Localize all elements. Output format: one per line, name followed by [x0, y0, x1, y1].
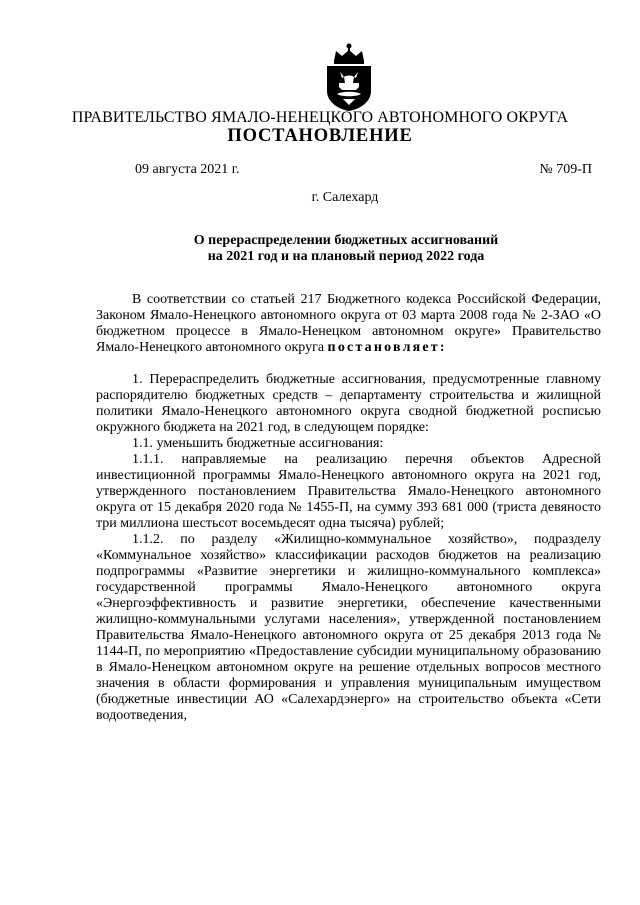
resolves-word: постановляет:: [327, 340, 447, 355]
coat-of-arms-emblem: [322, 42, 376, 112]
clause-1: 1. Перераспределить бюджетные ассигнования, предусмотренные главному распорядителю бюджетных средств – департаменту строительства и жилищной политики Ямало-Ненецкого автономного округа сводной бюджетной росписью окружного бюджета на 2021 год, в следующем порядке:: [96, 372, 601, 435]
preamble-paragraph: [96, 292, 601, 356]
document-city: г. Салехард: [311, 190, 379, 205]
document-type: ПОСТАНОВЛЕНИЕ: [227, 126, 413, 146]
preamble-text: В соответствии со статьей 217 Бюджетного кодекса Российской Федерации, Законом Ямало-Ненецкого автономного округа от 03 марта 2008 года № 2-ЗАО «О бюджетном процессе в Ямало-Ненецком автономном округе» Правительство Ямало-Ненецкого автономного округа: [96, 292, 601, 355]
document-date: 09 августа 2021 г.: [135, 162, 240, 177]
crown-icon: [334, 44, 364, 65]
document-title: [96, 233, 596, 265]
clause-1-1: 1.1. уменьшить бюджетные ассигнования:: [132, 436, 384, 451]
document-number: № 709-П: [539, 162, 592, 177]
title-line-1: О перераспределении бюджетных ассигнований: [193, 233, 499, 248]
clause-1-1-2: 1.1.2. по разделу «Жилищно-коммунальное хозяйство», подразделу «Коммунальное хозяйство» классификации расходов бюджетов на реализацию подпрограммы «Развитие энергетики и жилищно-коммунального комплекса» государственной программы Ямало-Ненецкого автономного округа «Энергоэффективность и развитие энергетики, обеспечение качественными жилищно-коммунальными услугами населения», утвержденной постановлением Правительства Ямало-Ненецкого автономного округа от 25 декабря 2013 года № 1144-П, по мероприятию «Предоставление субсидии муниципальному образованию в Ямало-Ненецком автономном округе на решение отдельных вопросов местного значения в области формирования и управления муниципальным имуществом (бюджетные инвестиции АО «Салехардэнерго» на строительство объекта «Сети водоотведения,: [96, 532, 601, 723]
government-name: ПРАВИТЕЛЬСТВО ЯМАЛО-НЕНЕЦКОГО АВТОНОМНОГО ОКРУГА: [71, 109, 569, 126]
clause-1-1-1: 1.1.1. направляемые на реализацию перечня объектов Адресной инвестиционной программы Ямало-Ненецкого автономного округа на 2021 год, утвержденного постановлением Правительства Ямало-Ненецкого автономного округа от 15 декабря 2020 года № 1455-П, на сумму 393 681 000 (триста девяносто три миллиона шестьсот восемьдесят одна тысяча) рублей;: [96, 452, 601, 531]
document-body: [96, 292, 601, 724]
title-line-2: на 2021 год и на плановый период 2022 года: [207, 249, 485, 264]
